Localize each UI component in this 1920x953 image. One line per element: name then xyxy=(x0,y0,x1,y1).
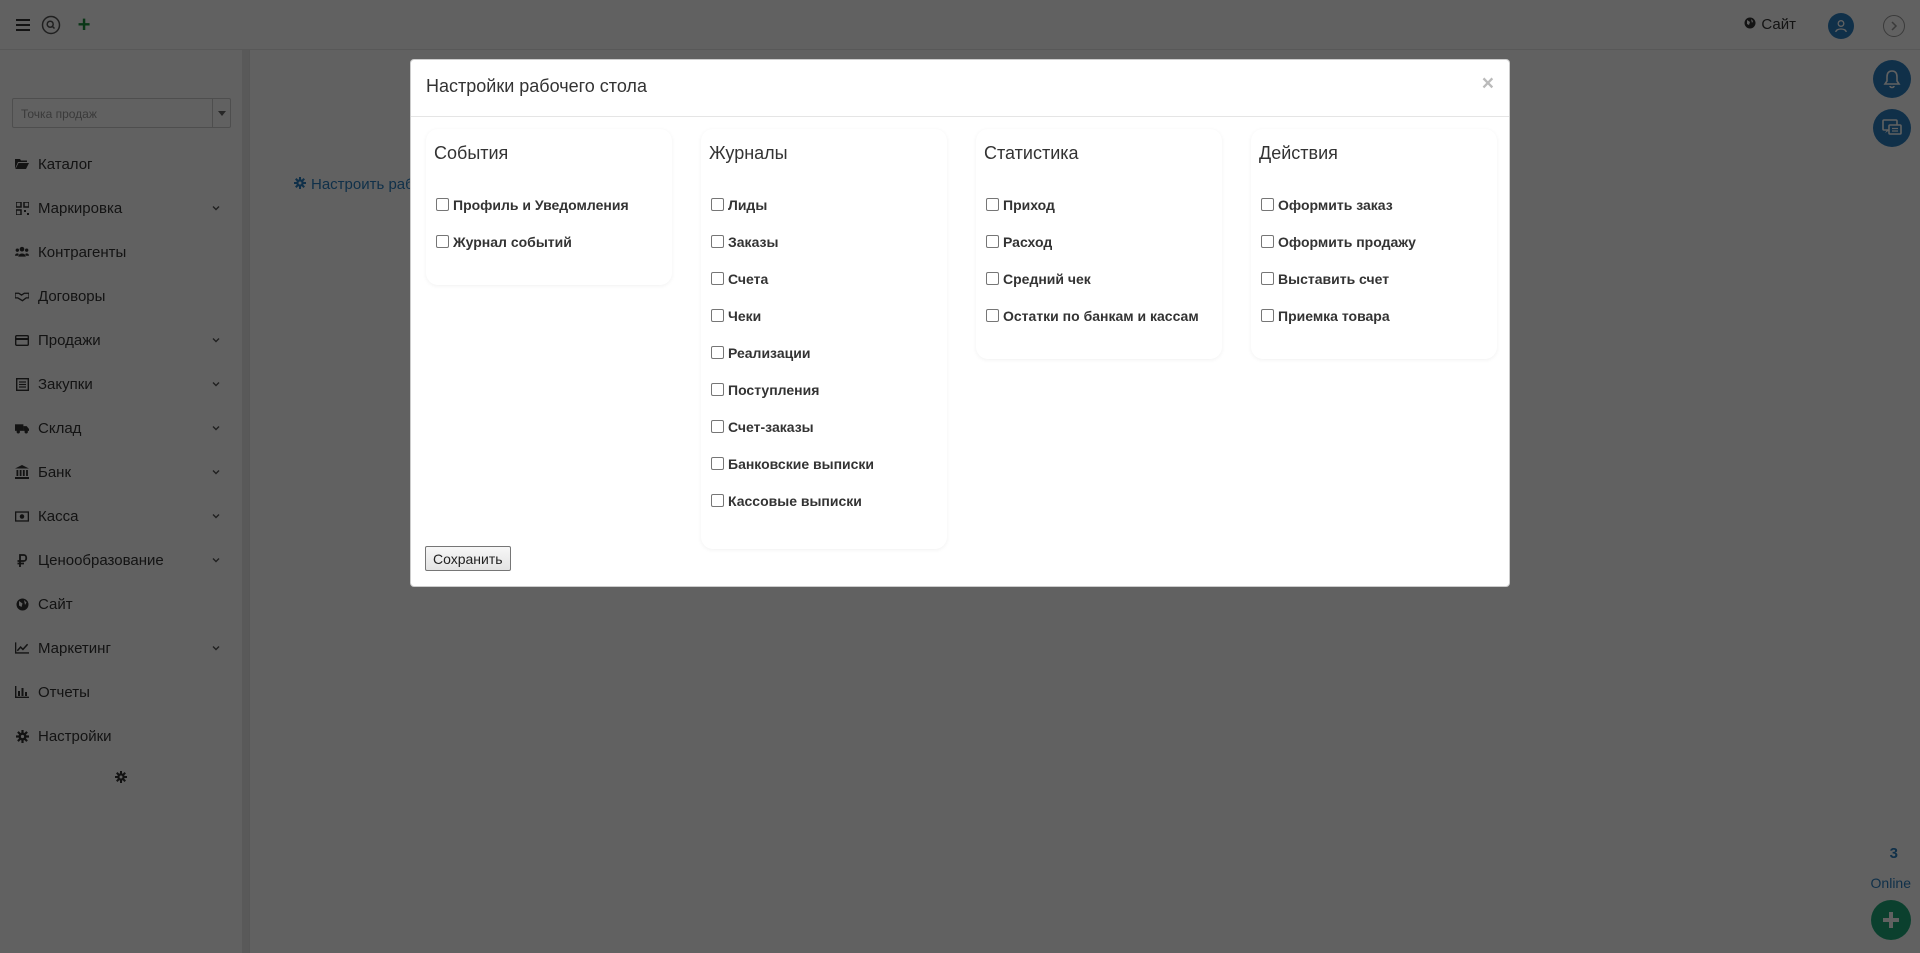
checkbox[interactable] xyxy=(711,420,724,433)
checkbox-row[interactable] xyxy=(711,197,874,234)
checkbox-row[interactable] xyxy=(1261,308,1416,345)
modal-header xyxy=(411,60,1509,117)
checkbox-row[interactable] xyxy=(986,308,1199,345)
checkbox[interactable] xyxy=(711,309,724,322)
checkbox[interactable] xyxy=(711,383,724,396)
column-title: Действия xyxy=(1259,143,1338,163)
checkbox-row[interactable] xyxy=(711,493,874,530)
checkbox-label[interactable]: Лиды xyxy=(728,197,768,213)
checkbox[interactable] xyxy=(711,346,724,359)
checkbox-list xyxy=(436,197,629,271)
checkbox[interactable] xyxy=(986,235,999,248)
checkbox-label[interactable]: Кассовые выписки xyxy=(728,493,862,509)
checkbox-label[interactable]: Журнал событий xyxy=(453,234,572,250)
checkbox-row[interactable] xyxy=(436,197,629,234)
checkbox-row[interactable] xyxy=(1261,234,1416,271)
checkbox-label[interactable]: Заказы xyxy=(728,234,779,250)
checkbox-row[interactable] xyxy=(711,382,874,419)
checkbox-row[interactable] xyxy=(986,197,1199,234)
close-icon[interactable]: × xyxy=(1481,72,1494,95)
checkbox[interactable] xyxy=(986,272,999,285)
checkbox-row[interactable] xyxy=(711,345,874,382)
checkbox-label[interactable]: Приемка товара xyxy=(1278,308,1390,324)
desktop-settings-modal xyxy=(410,59,1510,587)
checkbox[interactable] xyxy=(986,309,999,322)
checkbox-label[interactable]: Профиль и Уведомления xyxy=(453,197,629,213)
checkbox[interactable] xyxy=(1261,198,1274,211)
checkbox-label[interactable]: Оформить заказ xyxy=(1278,197,1393,213)
checkbox-row[interactable] xyxy=(986,234,1199,271)
checkbox[interactable] xyxy=(436,235,449,248)
modal-title: Настройки рабочего стола xyxy=(426,76,647,96)
checkbox-row[interactable] xyxy=(986,271,1199,308)
checkbox-label[interactable]: Средний чек xyxy=(1003,271,1091,287)
checkbox-label[interactable]: Выставить счет xyxy=(1278,271,1390,287)
column-title: Статистика xyxy=(984,143,1079,163)
column-title: Журналы xyxy=(709,143,788,163)
checkbox-list xyxy=(1261,197,1416,345)
checkbox-row[interactable] xyxy=(711,308,874,345)
checkbox-row[interactable] xyxy=(711,271,874,308)
checkbox-row[interactable] xyxy=(711,419,874,456)
checkbox[interactable] xyxy=(1261,272,1274,285)
checkbox-label[interactable]: Счет-заказы xyxy=(728,419,814,435)
checkbox-row[interactable] xyxy=(711,234,874,271)
checkbox[interactable] xyxy=(711,235,724,248)
checkbox-list xyxy=(711,197,874,530)
checkbox-label[interactable]: Реализации xyxy=(728,345,811,361)
checkbox-row[interactable] xyxy=(1261,197,1416,234)
checkbox[interactable] xyxy=(711,272,724,285)
checkbox[interactable] xyxy=(1261,309,1274,322)
checkbox-row[interactable] xyxy=(436,234,629,271)
save-button[interactable]: Сохранить xyxy=(425,546,511,571)
checkbox-label[interactable]: Остатки по банкам и кассам xyxy=(1003,308,1199,324)
checkbox-label[interactable]: Оформить продажу xyxy=(1278,234,1416,250)
checkbox[interactable] xyxy=(986,198,999,211)
checkbox[interactable] xyxy=(436,198,449,211)
checkbox-label[interactable]: Расход xyxy=(1003,234,1053,250)
checkbox-list xyxy=(986,197,1199,345)
checkbox-label[interactable]: Банковские выписки xyxy=(728,456,875,472)
checkbox[interactable] xyxy=(711,494,724,507)
checkbox-label[interactable]: Приход xyxy=(1003,197,1055,213)
checkbox-label[interactable]: Поступления xyxy=(728,382,820,398)
checkbox[interactable] xyxy=(711,457,724,470)
checkbox-label[interactable]: Счета xyxy=(728,271,769,287)
checkbox[interactable] xyxy=(711,198,724,211)
checkbox-row[interactable] xyxy=(711,456,874,493)
column-title: События xyxy=(434,143,509,163)
checkbox-label[interactable]: Чеки xyxy=(728,308,762,324)
checkbox[interactable] xyxy=(1261,235,1274,248)
checkbox-row[interactable] xyxy=(1261,271,1416,308)
modal-body xyxy=(411,117,1509,587)
